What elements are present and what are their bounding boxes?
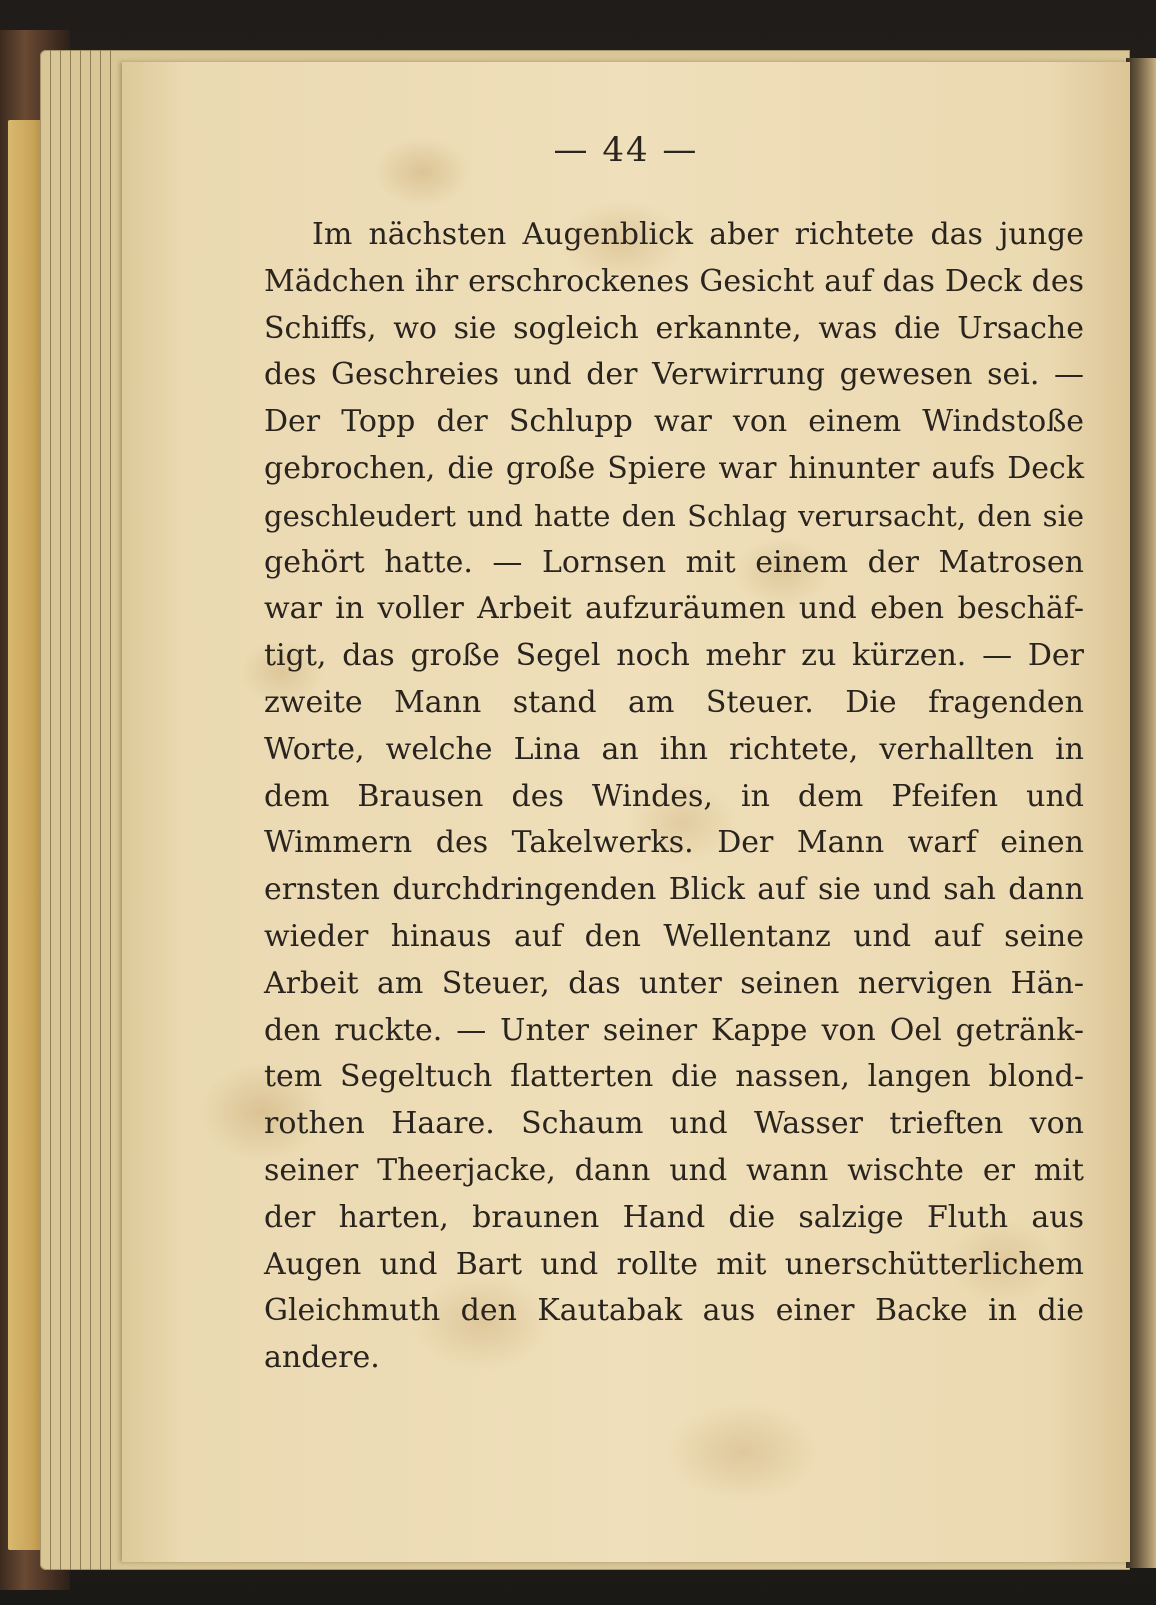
text-line: zweite Mann stand am Steuer. Die fragenden bbox=[264, 684, 1084, 720]
text-line: Wimmern des Takelwerks. Der Mann warf einen bbox=[264, 825, 1084, 861]
text-line: Im nächsten Augenblick aber richtete das junge bbox=[312, 217, 1084, 252]
text-line: Arbeit am Steuer, das unter seinen nervigen Hän- bbox=[264, 965, 1084, 1001]
text-line: Der Topp der Schlupp war von einem Windstoße bbox=[264, 404, 1084, 440]
text-line: geschleudert und hatte den Schlag verursacht, den sie bbox=[264, 498, 1084, 533]
text-line: des Geschreies und der Verwirrung gewesen sei. — bbox=[264, 357, 1084, 393]
facing-page-shadow bbox=[1126, 58, 1156, 1568]
book-page bbox=[122, 62, 1130, 1562]
text-line: gehört hatte. — Lornsen mit einem der Matrosen bbox=[264, 544, 1084, 580]
text-line: war in voller Arbeit aufzuräumen und eben beschäf- bbox=[264, 591, 1084, 627]
text-line: der harten, braunen Hand die salzige Fluth aus bbox=[264, 1199, 1084, 1235]
text-line: Augen und Bart und rollte mit unerschütterlichem bbox=[264, 1246, 1084, 1282]
text-line: rothen Haare. Schaum und Wasser trieften von bbox=[264, 1106, 1084, 1142]
text-line: andere. bbox=[264, 1340, 380, 1376]
text-line: Schiffs, wo sie sogleich erkannte, was die Ursache bbox=[264, 310, 1084, 346]
text-line: gebrochen, die große Spiere war hinunter aufs Deck bbox=[264, 450, 1084, 486]
body-text bbox=[264, 212, 1084, 1382]
text-line: Mädchen ihr erschrockenes Gesicht auf das Deck des bbox=[264, 263, 1084, 299]
text-line: seiner Theerjacke, dann und wann wischte er mit bbox=[264, 1152, 1084, 1188]
text-line: Worte, welche Lina an ihn richtete, verhallten in bbox=[264, 731, 1084, 767]
text-line: dem Brausen des Windes, in dem Pfeifen und bbox=[264, 778, 1084, 814]
text-line: Gleichmuth den Kautabak aus einer Backe in die bbox=[264, 1293, 1084, 1329]
text-line: wieder hinaus auf den Wellentanz und auf seine bbox=[264, 918, 1084, 954]
text-line: tem Segeltuch flatterten die nassen, langen blond- bbox=[264, 1059, 1084, 1095]
text-line: ernsten durchdringenden Blick auf sie und sah dann bbox=[264, 872, 1084, 908]
text-line: tigt, das große Segel noch mehr zu kürzen. — Der bbox=[264, 638, 1084, 674]
text-line: den ruckte. — Unter seiner Kappe von Oel getränk- bbox=[264, 1012, 1084, 1048]
page-number: — 44 — bbox=[553, 130, 699, 170]
